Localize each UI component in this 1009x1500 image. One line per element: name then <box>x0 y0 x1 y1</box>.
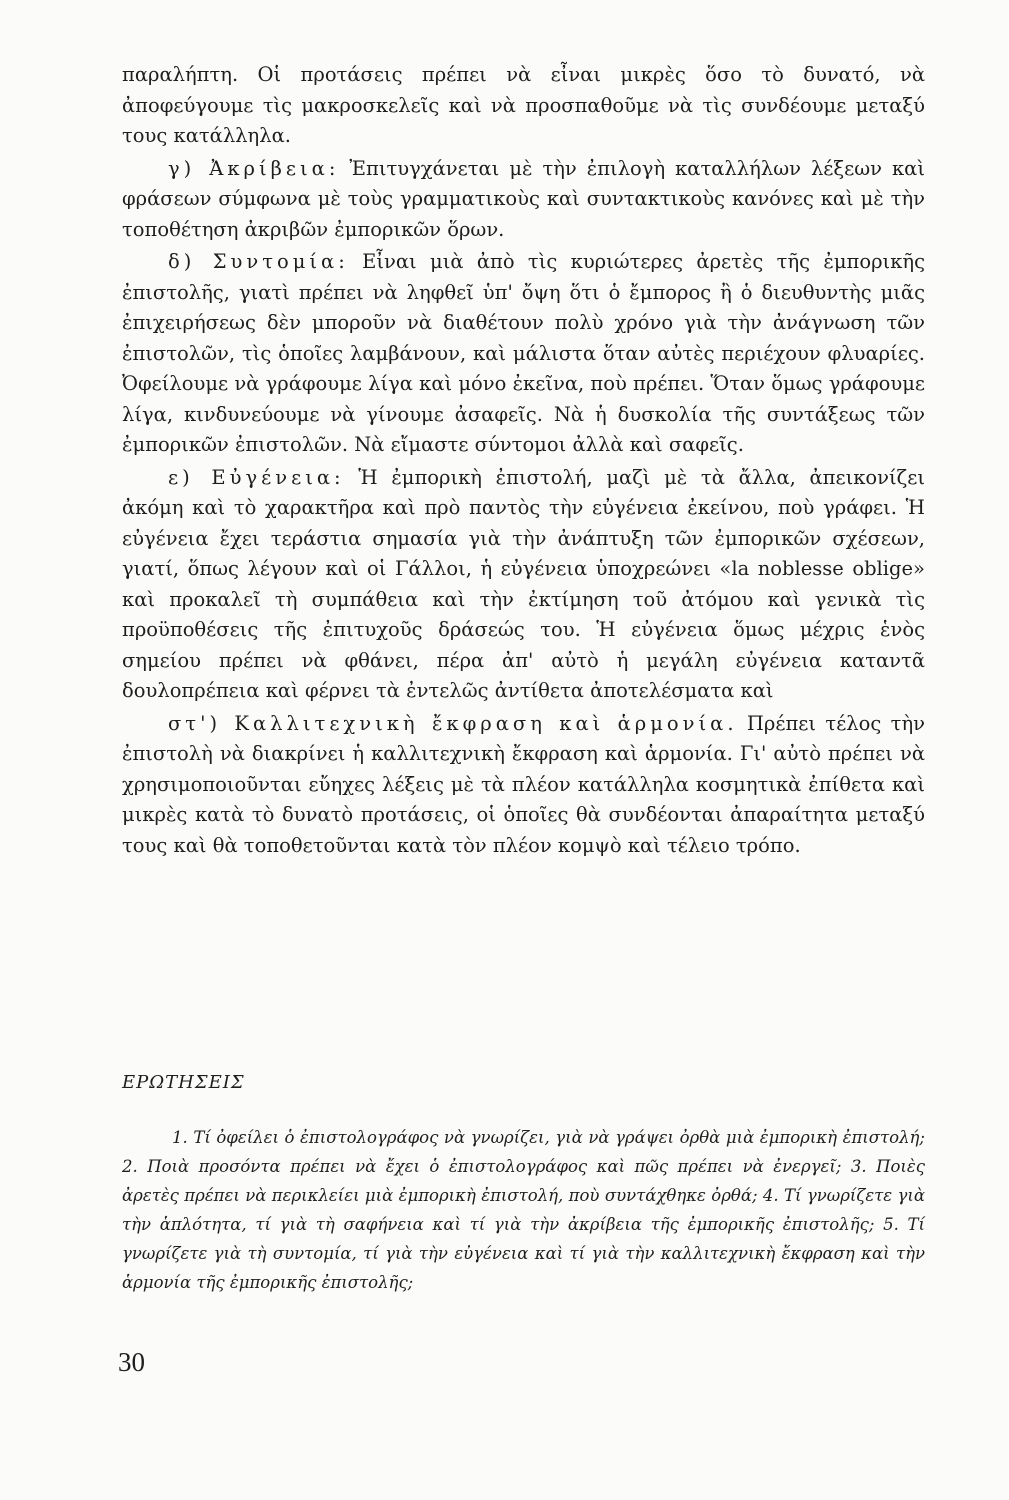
paragraph-intro <box>122 60 925 152</box>
paragraph-text: Εἶναι μιὰ ἀπὸ τὶς κυριώτερες ἀρετὲς τῆς ἐμπορικῆς ἐπιστολῆς, γιατὶ πρέπει νὰ ληφθεῖ ὑπ' ὄψη ὅτι ὁ ἔμπορος ἢ ὁ διευθυντὴς μιᾶς ἐπιχειρήσεως δὲν μποροῦν νὰ διαθέτουν πολὺ χρόνο γιὰ τὴν ἀνάγνωση τῶν ἐπιστολῶν, τὶς ὁποῖες λαμβάνουν, καὶ μάλιστα ὅταν αὐτὲς περιέχουν φλυαρίες. Ὀφείλουμε νὰ γράφουμε λίγα καὶ μόνο ἐκεῖνα, ποὺ πρέπει. Ὅταν ὅμως γράφουμε λίγα, κινδυνεύουμε νὰ γίνουμε ἀσαφεῖς. Νὰ ἡ δυσκολία τῆς συντάξεως τῶν ἐμπορικῶν ἐπιστολῶν. Νὰ εἴμαστε σύντομοι ἀλλὰ καὶ σαφεῖς. <box>122 250 925 456</box>
paragraph-syntomia <box>122 247 925 461</box>
paragraph-text: Πρέπει τέλος τὴν ἐπιστολὴ νὰ διακρίνει ἡ καλλιτεχνικὴ ἔκφραση καὶ ἁρμονία. Γι' αὐτὸ πρέπει νὰ χρησιμοποιοῦνται εὔηχες λέξεις μὲ τὰ πλέον κατάλληλα κοσμητικὰ ἐπίθετα καὶ μικρὲς κατὰ τὸ δυνατὸ προτάσεις, οἱ ὁποῖες θὰ συνδέονται ἀπαραίτητα μεταξύ τους καὶ θὰ τοποθετοῦνται κατὰ τὸν πλέον κομψὸ καὶ τέλειο τρόπο. <box>122 711 926 857</box>
paragraph-evgeneia <box>122 463 925 707</box>
section-label: γ) Ἀκρίβεια: <box>168 156 340 180</box>
paragraph-kallitexniki <box>122 709 925 862</box>
section-label: στ') Καλλιτεχνικὴ ἔκφραση καὶ ἁρμονία. <box>168 711 738 735</box>
paragraph-text: Ἐπιτυγχάνεται μὲ τὴν ἐπιλογὴ καταλλήλων λέξεων καὶ φράσεων σύμφωνα μὲ τοὺς γραμματικοὺς καὶ συντακτικοὺς κανόνες καὶ μὲ τὴν τοποθέτηση ἀκριβῶν ἐμπορικῶν ὅρων. <box>122 156 925 241</box>
paragraph-akriveia <box>122 154 925 246</box>
paragraph-text: παραλήπτη. Οἱ προτάσεις πρέπει νὰ εἶναι μικρὲς ὅσο τὸ δυνατό, νὰ ἀποφεύγουμε τὶς μακροσκελεῖς καὶ νὰ προσπαθοῦμε νὰ τὶς συνδέουμε μεταξύ τους κατάλληλα. <box>122 63 925 147</box>
body-text <box>122 60 925 861</box>
page-number: 30 <box>118 1347 145 1377</box>
questions-list: 1. Τί ὀφείλει ὁ ἐπιστολογράφος νὰ γνωρίζει, γιὰ νὰ γράψει ὀρθὰ μιὰ ἐμπορικὴ ἐπιστολή; 2. Ποιὰ προσόντα πρέπει νὰ ἔχει ὁ ἐπιστολογράφος καὶ πῶς πρέπει νὰ ἐνεργεῖ; 3. Ποιὲς ἀρετὲς πρέπει νὰ περικλείει μιὰ ἐμπορικὴ ἐπιστολή, ποὺ συντάχθηκε ὀρθά; 4. Τί γνωρίζετε γιὰ τὴν ἁπλότητα, τί γιὰ τὴ σαφήνεια καὶ τί γιὰ τὴν ἀκρίβεια τῆς ἐμπορικῆς ἐπιστολῆς; 5. Τί γνωρίζετε γιὰ τὴ συντομία, τί γιὰ τὴν εὐγένεια καὶ τί γιὰ τὴν καλλιτεχνικὴ ἔκφραση καὶ τὴν ἁρμονία τῆς ἐμπορικῆς ἐπιστολῆς; <box>122 1128 925 1292</box>
section-label: δ) Συντομία: <box>168 250 349 273</box>
paragraph-text: Ἡ ἐμπορικὴ ἐπιστολή, μαζὶ μὲ τὰ ἄλλα, ἀπεικονίζει ἀκόμη καὶ τὸ χαρακτῆρα καὶ πρὸ παντὸς τὴν εὐγένεια ἐκείνου, ποὺ γράφει. Ἡ εὐγένεια ἔχει τεράστια σημασία γιὰ τὴν ἀνάπτυξη τῶν ἐμπορικῶν σχέσεων, γιατί, ὅπως λέγουν καὶ οἱ Γάλλοι, ἡ εὐγένεια ὑποχρεώνει «la noblesse oblige» καὶ προκαλεῖ τὴ συμπάθεια καὶ τὴν ἐκτίμηση τοῦ ἀτόμου καὶ γενικὰ τὶς προϋποθέσεις τῆς ἐπιτυχοῦς δράσεώς του. Ἡ εὐγένεια ὅμως μέχρις ἑνὸς σημείου πρέπει νὰ φθάνει, πέρα ἀπ' αὐτὸ ἡ μεγάλη εὐγένεια καταντᾶ δουλοπρέπεια καὶ φέρνει τὰ ἐντελῶς ἀντίθετα ἀποτελέσματα καὶ <box>122 465 925 702</box>
questions-heading: ΕΡΩΤΗΣΕΙΣ <box>122 1072 245 1093</box>
section-label: ε) Εὐγένεια: <box>168 465 345 489</box>
